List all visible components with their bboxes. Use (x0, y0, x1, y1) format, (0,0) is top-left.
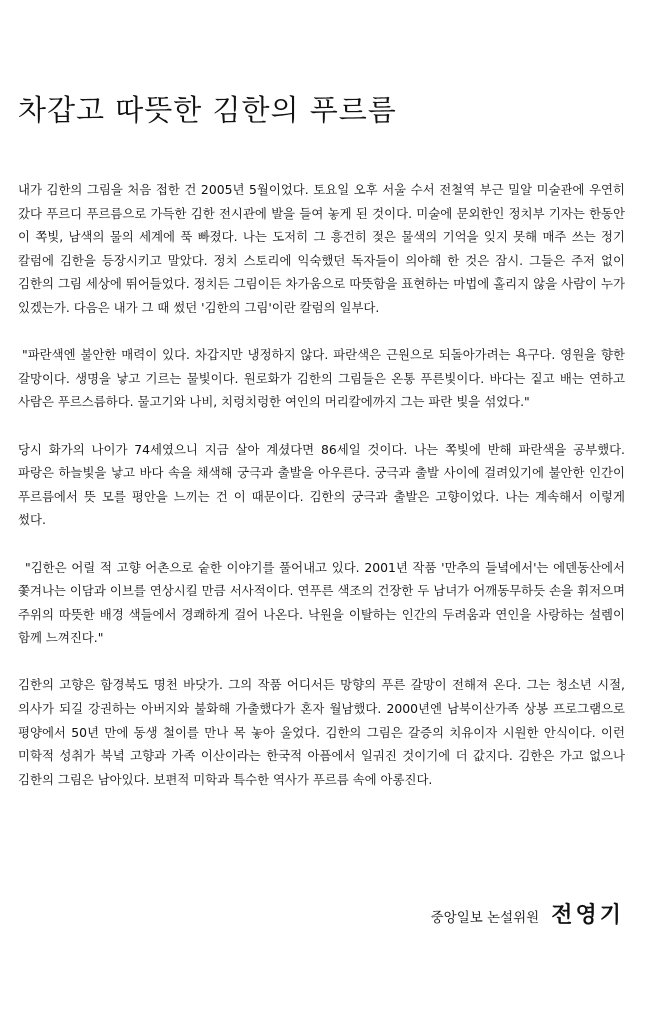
byline (431, 898, 624, 929)
article-body (18, 178, 625, 815)
byline-organization: 중앙일보 논설위원 (430, 910, 540, 926)
paragraph-hometown: 김한의 고향은 함경북도 명천 바닷가. 그의 작품 어디서든 망향의 푸른 갈망이 전해져 온다. 그는 청소년 시절, 의사가 되길 강권하는 아버지와 불화해 가출했다가 혼자 월남했다. 2000년엔 남북이산가족 상봉 프로그램으로 평양에서 50년 만에 동생 철이를 만나 목 놓아 울었다. 김한의 그림은 갈증의 치유이자 시원한 안식이다. 이런 미학적 성취가 북녘 고향과 가족 이산이라는 한국적 아픔에서 일궈진 것이기에 더 값지다. 김한은 가고 없으나 김한의 그림은 남아있다. 보편적 미학과 특수한 역사가 푸르름 속에 아롱진다. (18, 677, 625, 787)
article-title: 차갑고 따뜻한 김한의 푸르름 (18, 93, 397, 127)
paragraph-column-quote-1: "파란색엔 불안한 매력이 있다. 차갑지만 냉정하지 않다. 파란색은 근원으로 되돌아가려는 욕구다. 영원을 향한 갈망이다. 생명을 낳고 기르는 물빛이다. 원로화가 김한의 그림들은 온통 푸른빛이다. 바다는 짙고 배는 연하고 사람은 푸르스름하다. 물고기와 나비, 치렁치렁한 여인의 머리칼에까지 그는 파란 빛을 섞었다." (18, 347, 625, 410)
paragraph-study-of-blue: 당시 화가의 나이가 74세였으니 지금 살아 계셨다면 86세일 것이다. 나는 쪽빛에 반해 파란색을 공부했다. 파랑은 하늘빛을 낳고 바다 속을 채색해 궁극과 출발을 아우른다. 궁극과 출발 사이에 걸려있기에 불안한 인간이 푸르름에서 뜻 모를 평안을 느끼는 건 이 때문이다. 김한의 궁극과 출발은 고향이었다. 나는 계속해서 이렇게 썼다. (18, 441, 625, 528)
paragraph-column-quote-2: "김한은 어릴 적 고향 어촌으로 숱한 이야기를 풀어내고 있다. 2001년 작품 '만추의 들녘에서'는 에덴동산에서 쫓겨나는 이담과 이브를 연상시킬 만큼 서사적이다. 연푸른 색조의 건장한 두 남녀가 어깨동무하듯 손을 휘저으며 주위의 따뜻한 배경 색들에서 경쾌하게 걸어 나온다. 낙원을 이탈하는 인간의 두려움과 연인을 사랑하는 설렘이 함께 느껴진다." (18, 559, 625, 646)
author-name: 전영기 (551, 902, 624, 928)
paragraph-intro: 내가 김한의 그림을 처음 접한 건 2005년 5월이었다. 토요일 오후 서울 수서 전철역 부근 밀알 미술관에 우연히 갔다 푸르디 푸르름으로 가득한 김한 전시관에 발을 들여 놓게 된 것이다. 미술에 문외한인 정치부 기자는 한동안 이 쪽빛, 남색의 물의 세계에 푹 빠졌다. 나는 도저히 그 흥건히 젖은 물색의 기억을 잊지 못해 매주 쓰는 정기 칼럼에 김한을 등장시키고 말았다. 정치 스토리에 익숙했던 독자들이 의아해 한 것은 잠시. 그들은 주저 없이 김한의 그림 세상에 뛰어들었다. 정치든 그림이든 차가움으로 따뜻함을 표현하는 마법에 홀리지 않을 사람이 누가 있겠는가. 다음은 내가 그 때 썼던 '김한의 그림'이란 칼럼의 일부다. (18, 182, 625, 315)
